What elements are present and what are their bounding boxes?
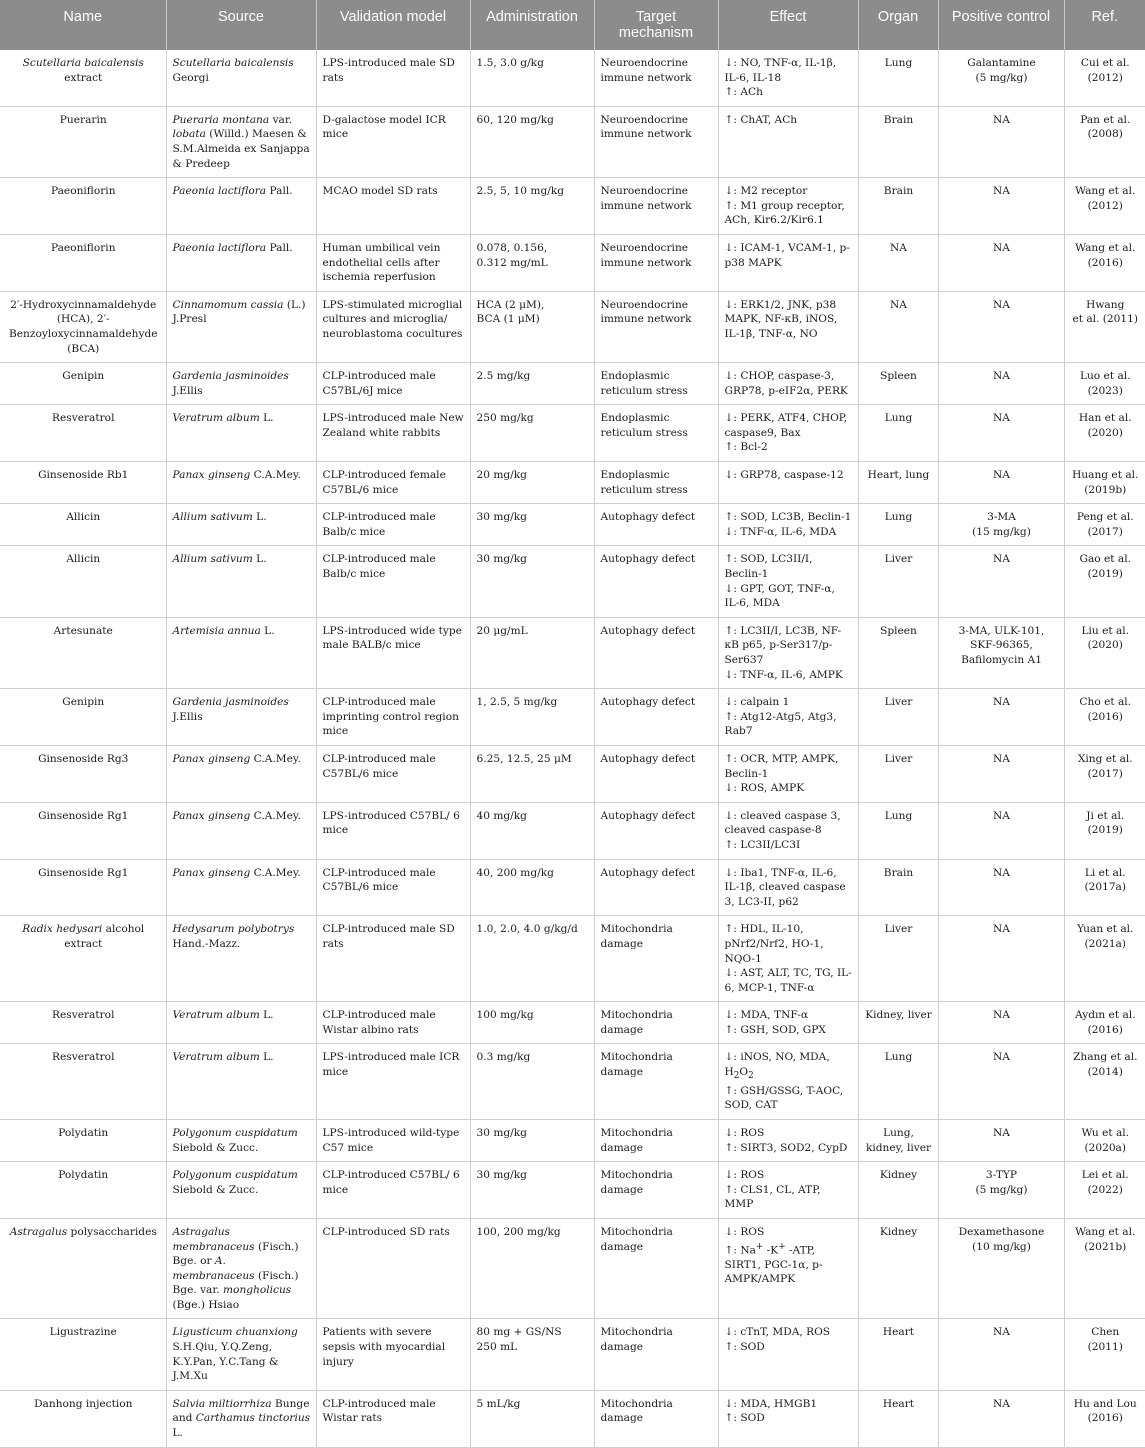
cell-administration: 6.25, 12.5, 25 μM [470,745,594,802]
cell-positive-control: NA [938,363,1064,405]
cell-administration: 1.0, 2.0, 4.0 g/kg/d [470,916,594,1002]
cell-source: Gardenia jasminoides J.Ellis [166,689,316,746]
cell-name: Astragalus polysaccharides [0,1218,166,1319]
cell-validation-model: Human umbilical vein endothelial cells after ischemia reperfusion [316,234,470,291]
table-body [0,50,1145,1447]
cell-positive-control: NA [938,178,1064,235]
table-row [0,1390,1145,1447]
cell-ref: Li et al. (2017a) [1064,859,1145,916]
cell-target-mechanism: Mitochondria damage [594,1218,718,1319]
cell-administration: 40 mg/kg [470,802,594,859]
table-row [0,1162,1145,1219]
cell-name: Ligustrazine [0,1319,166,1390]
cell-validation-model: CLP-introduced male Balb/c mice [316,546,470,617]
cell-target-mechanism: Neuroendocrine immune network [594,178,718,235]
cell-source: Paeonia lactiflora Pall. [166,178,316,235]
table-row [0,1002,1145,1044]
cell-effect: ↓: cTnT, MDA, ROS ↑: SOD [718,1319,858,1390]
cell-name: Ginsenoside Rb1 [0,462,166,504]
cell-name: Resveratrol [0,1002,166,1044]
cell-validation-model: CLP-introduced male Wistar rats [316,1390,470,1447]
cell-name: 2′-Hydroxycinnamaldehyde (HCA), 2′-Benzoyloxycinnamaldehyde (BCA) [0,291,166,362]
cell-ref: Wang et al. (2016) [1064,234,1145,291]
cell-source: Scutellaria baicalensis Georgi [166,50,316,106]
cell-name: Resveratrol [0,1044,166,1119]
cell-organ: NA [858,291,938,362]
cell-target-mechanism: Autophagy defect [594,689,718,746]
cell-effect: ↓: Iba1, TNF-α, IL-6, IL-1β, cleaved caspase 3, LC3-II, p62 [718,859,858,916]
cell-name: Polydatin [0,1119,166,1161]
cell-target-mechanism: Endoplasmic reticulum stress [594,462,718,504]
cell-ref: Wu et al. (2020a) [1064,1119,1145,1161]
cell-effect: ↓: GRP78, caspase-12 [718,462,858,504]
cell-name: Scutellaria baicalensis extract [0,50,166,106]
cell-target-mechanism: Autophagy defect [594,859,718,916]
header-name: Name [0,0,166,50]
cell-organ: Spleen [858,363,938,405]
cell-name: Danhong injection [0,1390,166,1447]
cell-organ: NA [858,234,938,291]
cell-name: Paeoniflorin [0,234,166,291]
header-target-mechanism: Target mechanism [594,0,718,50]
cell-validation-model: CLP-introduced male C57BL/6 mice [316,859,470,916]
cell-target-mechanism: Neuroendocrine immune network [594,291,718,362]
cell-administration: 2.5, 5, 10 mg/kg [470,178,594,235]
cell-target-mechanism: Mitochondria damage [594,1044,718,1119]
cell-positive-control: NA [938,1119,1064,1161]
cell-ref: Xing et al. (2017) [1064,745,1145,802]
cell-ref: Cui et al. (2012) [1064,50,1145,106]
cell-positive-control: NA [938,1390,1064,1447]
cell-administration: 20 μg/mL [470,617,594,688]
cell-target-mechanism: Mitochondria damage [594,1390,718,1447]
table-row [0,859,1145,916]
cell-target-mechanism: Neuroendocrine immune network [594,106,718,177]
table-row [0,546,1145,617]
cell-target-mechanism: Autophagy defect [594,617,718,688]
cell-name: Artesunate [0,617,166,688]
cell-ref: Lei et al. (2022) [1064,1162,1145,1219]
table-row [0,50,1145,106]
cell-administration: 100 mg/kg [470,1002,594,1044]
cell-positive-control: 3-MA, ULK-101, SKF-96365, Bafilomycin A1 [938,617,1064,688]
cell-positive-control: NA [938,689,1064,746]
cell-administration: 1, 2.5, 5 mg/kg [470,689,594,746]
cell-ref: Luo et al. (2023) [1064,363,1145,405]
cell-administration: 30 mg/kg [470,546,594,617]
cell-positive-control: 3-MA (15 mg/kg) [938,504,1064,546]
cell-administration: 100, 200 mg/kg [470,1218,594,1319]
cell-administration: 30 mg/kg [470,504,594,546]
cell-administration: 40, 200 mg/kg [470,859,594,916]
cell-effect: ↓: MDA, HMGB1 ↑: SOD [718,1390,858,1447]
cell-positive-control: NA [938,291,1064,362]
cell-source: Allium sativum L. [166,504,316,546]
table-row [0,1218,1145,1319]
cell-source: Panax ginseng C.A.Mey. [166,745,316,802]
cell-source: Hedysarum polybotrys Hand.-Mazz. [166,916,316,1002]
cell-administration: 0.078, 0.156, 0.312 mg/mL [470,234,594,291]
header-organ: Organ [858,0,938,50]
cell-name: Radix hedysari alcohol extract [0,916,166,1002]
cell-source: Paeonia lactiflora Pall. [166,234,316,291]
table-row [0,291,1145,362]
header-administration: Administration [470,0,594,50]
cell-validation-model: CLP-introduced SD rats [316,1218,470,1319]
cell-positive-control: NA [938,745,1064,802]
cell-ref: Wang et al. (2012) [1064,178,1145,235]
header-row [0,0,1145,50]
cell-name: Allicin [0,504,166,546]
cell-ref: Hu and Lou (2016) [1064,1390,1145,1447]
cell-positive-control: NA [938,1002,1064,1044]
cell-effect: ↓: cleaved caspase 3, cleaved caspase-8 ↑: LC3II/LC3I [718,802,858,859]
header-source: Source [166,0,316,50]
cell-source: Veratrum album L. [166,1044,316,1119]
cell-effect: ↓: ROS ↑: SIRT3, SOD2, CypD [718,1119,858,1161]
cell-target-mechanism: Neuroendocrine immune network [594,234,718,291]
cell-ref: Hwang et al. (2011) [1064,291,1145,362]
cell-target-mechanism: Endoplasmic reticulum stress [594,363,718,405]
cell-validation-model: LPS-introduced wide type male BALB/c mice [316,617,470,688]
table-row [0,363,1145,405]
cell-validation-model: D-galactose model ICR mice [316,106,470,177]
cell-positive-control: NA [938,1319,1064,1390]
cell-organ: Heart [858,1319,938,1390]
cell-administration: 20 mg/kg [470,462,594,504]
cell-organ: Lung [858,504,938,546]
cell-target-mechanism: Mitochondria damage [594,1002,718,1044]
cell-validation-model: LPS-introduced male SD rats [316,50,470,106]
cell-name: Paeoniflorin [0,178,166,235]
cell-positive-control: 3-TYP (5 mg/kg) [938,1162,1064,1219]
cell-validation-model: CLP-introduced male imprinting control region mice [316,689,470,746]
cell-effect: ↓: ERK1/2, JNK, p38 MAPK, NF-κB, iNOS, IL-1β, TNF-α, NO [718,291,858,362]
cell-administration: 5 mL/kg [470,1390,594,1447]
cell-ref: Ji et al. (2019) [1064,802,1145,859]
cell-ref: Han et al. (2020) [1064,405,1145,462]
cell-organ: Kidney [858,1218,938,1319]
cell-positive-control: Galantamine (5 mg/kg) [938,50,1064,106]
cell-name: Allicin [0,546,166,617]
cell-source: Pueraria montana var. lobata (Willd.) Maesen & S.M.Almeida ex Sanjappa & Predeep [166,106,316,177]
cell-validation-model: LPS-stimulated microglial cultures and microglia/ neuroblastoma cocultures [316,291,470,362]
cell-source: Allium sativum L. [166,546,316,617]
cell-organ: Heart [858,1390,938,1447]
cell-target-mechanism: Endoplasmic reticulum stress [594,405,718,462]
cell-source: Veratrum album L. [166,1002,316,1044]
table-row [0,745,1145,802]
header-ref: Ref. [1064,0,1145,50]
cell-validation-model: CLP-introduced male Wistar albino rats [316,1002,470,1044]
cell-source: Panax ginseng C.A.Mey. [166,462,316,504]
cell-source: Panax ginseng C.A.Mey. [166,802,316,859]
cell-effect: ↓: ROS ↑: Na+ -K+ -ATP, SIRT1, PGC-1α, p-AMPK/AMPK [718,1218,858,1319]
cell-ref: Aydın et al. (2016) [1064,1002,1145,1044]
cell-organ: Liver [858,546,938,617]
header-positive-control: Positive control [938,0,1064,50]
table-row [0,1319,1145,1390]
cell-effect: ↑: OCR, MTP, AMPK, Beclin-1 ↓: ROS, AMPK [718,745,858,802]
cell-ref: Pan et al. (2008) [1064,106,1145,177]
cell-organ: Liver [858,916,938,1002]
cell-source: Polygonum cuspidatum Siebold & Zucc. [166,1119,316,1161]
cell-effect: ↑: ChAT, ACh [718,106,858,177]
table-row [0,178,1145,235]
table-row [0,504,1145,546]
cell-source: Gardenia jasminoides J.Ellis [166,363,316,405]
cell-effect: ↑: SOD, LC3II/I, Beclin-1 ↓: GPT, GOT, TNF-α, IL-6, MDA [718,546,858,617]
cell-source: Astragalus membranaceus (Fisch.) Bge. or A. membranaceus (Fisch.) Bge. var. mongholicus (Bge.) Hsiao [166,1218,316,1319]
cell-organ: Spleen [858,617,938,688]
cell-positive-control: NA [938,462,1064,504]
cell-source: Polygonum cuspidatum Siebold & Zucc. [166,1162,316,1219]
cell-organ: Kidney [858,1162,938,1219]
cell-target-mechanism: Autophagy defect [594,802,718,859]
cell-target-mechanism: Mitochondria damage [594,916,718,1002]
table-row [0,405,1145,462]
cell-effect: ↓: NO, TNF-α, IL-1β, IL-6, IL-18 ↑: ACh [718,50,858,106]
cell-validation-model: Patients with severe sepsis with myocardial injury [316,1319,470,1390]
cell-organ: Lung [858,405,938,462]
cell-target-mechanism: Autophagy defect [594,546,718,617]
cell-administration: 1.5, 3.0 g/kg [470,50,594,106]
table-row [0,106,1145,177]
cell-effect: ↑: LC3II/I, LC3B, NF-κB p65, p-Ser317/p-Ser637 ↓: TNF-α, IL-6, AMPK [718,617,858,688]
cell-validation-model: MCAO model SD rats [316,178,470,235]
cell-positive-control: NA [938,1044,1064,1119]
cell-positive-control: NA [938,546,1064,617]
cell-name: Resveratrol [0,405,166,462]
table-row [0,916,1145,1002]
cell-name: Ginsenoside Rg3 [0,745,166,802]
cell-source: Panax ginseng C.A.Mey. [166,859,316,916]
cell-validation-model: CLP-introduced C57BL/ 6 mice [316,1162,470,1219]
cell-administration: 0.3 mg/kg [470,1044,594,1119]
cell-validation-model: CLP-introduced male Balb/c mice [316,504,470,546]
cell-positive-control: NA [938,106,1064,177]
cell-validation-model: CLP-introduced male C57BL/6J mice [316,363,470,405]
cell-validation-model: LPS-introduced C57BL/ 6 mice [316,802,470,859]
cell-name: Genipin [0,363,166,405]
cell-effect: ↓: MDA, TNF-α ↑: GSH, SOD, GPX [718,1002,858,1044]
cell-effect: ↓: ICAM-1, VCAM-1, p-p38 MAPK [718,234,858,291]
cell-target-mechanism: Neuroendocrine immune network [594,50,718,106]
cell-organ: Lung [858,50,938,106]
cell-name: Polydatin [0,1162,166,1219]
cell-ref: Yuan et al. (2021a) [1064,916,1145,1002]
cell-validation-model: LPS-introduced male ICR mice [316,1044,470,1119]
cell-effect: ↓: M2 receptor ↑: M1 group receptor, ACh, Kir6.2/Kir6.1 [718,178,858,235]
cell-organ: Liver [858,689,938,746]
cell-target-mechanism: Mitochondria damage [594,1319,718,1390]
cell-source: Artemisia annua L. [166,617,316,688]
cell-validation-model: LPS-introduced male New Zealand white rabbits [316,405,470,462]
cell-administration: 250 mg/kg [470,405,594,462]
cell-validation-model: CLP-introduced male C57BL/6 mice [316,745,470,802]
cell-organ: Brain [858,106,938,177]
cell-effect: ↑: HDL, IL-10, pNrf2/Nrf2, HO-1, NQO-1 ↓: AST, ALT, TC, TG, IL-6, MCP-1, TNF-α [718,916,858,1002]
cell-administration: 2.5 mg/kg [470,363,594,405]
cell-ref: Wang et al. (2021b) [1064,1218,1145,1319]
header-effect: Effect [718,0,858,50]
cell-target-mechanism: Mitochondria damage [594,1162,718,1219]
cell-target-mechanism: Autophagy defect [594,745,718,802]
cell-administration: 30 mg/kg [470,1119,594,1161]
cell-source: Cinnamomum cassia (L.) J.Presl [166,291,316,362]
cell-organ: Lung [858,802,938,859]
cell-name: Ginsenoside Rg1 [0,802,166,859]
cell-positive-control: Dexamethasone (10 mg/kg) [938,1218,1064,1319]
cell-ref: Cho et al. (2016) [1064,689,1145,746]
cell-effect: ↑: SOD, LC3B, Beclin-1 ↓: TNF-α, IL-6, MDA [718,504,858,546]
cell-validation-model: CLP-introduced female C57BL/6 mice [316,462,470,504]
cell-effect: ↓: CHOP, caspase-3, GRP78, p-eIF2α, PERK [718,363,858,405]
cell-source: Ligusticum chuanxiong S.H.Qiu, Y.Q.Zeng, K.Y.Pan, Y.C.Tang & J.M.Xu [166,1319,316,1390]
cell-organ: Brain [858,859,938,916]
cell-source: Salvia miltiorrhiza Bunge and Carthamus tinctorius L. [166,1390,316,1447]
table-row [0,234,1145,291]
cell-positive-control: NA [938,859,1064,916]
cell-positive-control: NA [938,916,1064,1002]
cell-ref: Peng et al. (2017) [1064,504,1145,546]
cell-administration: 80 mg + GS/NS 250 mL [470,1319,594,1390]
cell-ref: Liu et al. (2020) [1064,617,1145,688]
cell-validation-model: CLP-introduced male SD rats [316,916,470,1002]
cell-organ: Kidney, liver [858,1002,938,1044]
cell-target-mechanism: Mitochondria damage [594,1119,718,1161]
cell-organ: Lung [858,1044,938,1119]
table-row [0,802,1145,859]
cell-name: Ginsenoside Rg1 [0,859,166,916]
cell-effect: ↓: iNOS, NO, MDA, $H_2O_2$ ↑: GSH/GSSG, T-AOC, SOD, CAT [718,1044,858,1119]
table-row [0,617,1145,688]
cell-administration: 30 mg/kg [470,1162,594,1219]
cell-source: Veratrum album L. [166,405,316,462]
cell-effect: ↓: calpain 1 ↑: Atg12-Atg5, Atg3, Rab7 [718,689,858,746]
cell-positive-control: NA [938,234,1064,291]
cell-validation-model: LPS-introduced wild-type C57 mice [316,1119,470,1161]
cell-effect: ↓: ROS ↑: CLS1, CL, ATP, MMP [718,1162,858,1219]
cell-target-mechanism: Autophagy defect [594,504,718,546]
cell-name: Puerarin [0,106,166,177]
table-row [0,462,1145,504]
table-row [0,1119,1145,1161]
cell-organ: Liver [858,745,938,802]
cell-ref: Zhang et al. (2014) [1064,1044,1145,1119]
cell-ref: Chen (2011) [1064,1319,1145,1390]
cell-administration: 60, 120 mg/kg [470,106,594,177]
cell-ref: Huang et al. (2019b) [1064,462,1145,504]
table-row [0,1044,1145,1119]
cell-positive-control: NA [938,802,1064,859]
cell-positive-control: NA [938,405,1064,462]
cell-name: Genipin [0,689,166,746]
cell-effect: ↓: PERK, ATF4, CHOP, caspase9, Bax ↑: Bcl-2 [718,405,858,462]
header-validation-model: Validation model [316,0,470,50]
cell-organ: Lung, kidney, liver [858,1119,938,1161]
cell-organ: Brain [858,178,938,235]
cell-administration: HCA (2 μM), BCA (1 μM) [470,291,594,362]
cell-ref: Gao et al. (2019) [1064,546,1145,617]
table-row [0,689,1145,746]
cell-organ: Heart, lung [858,462,938,504]
